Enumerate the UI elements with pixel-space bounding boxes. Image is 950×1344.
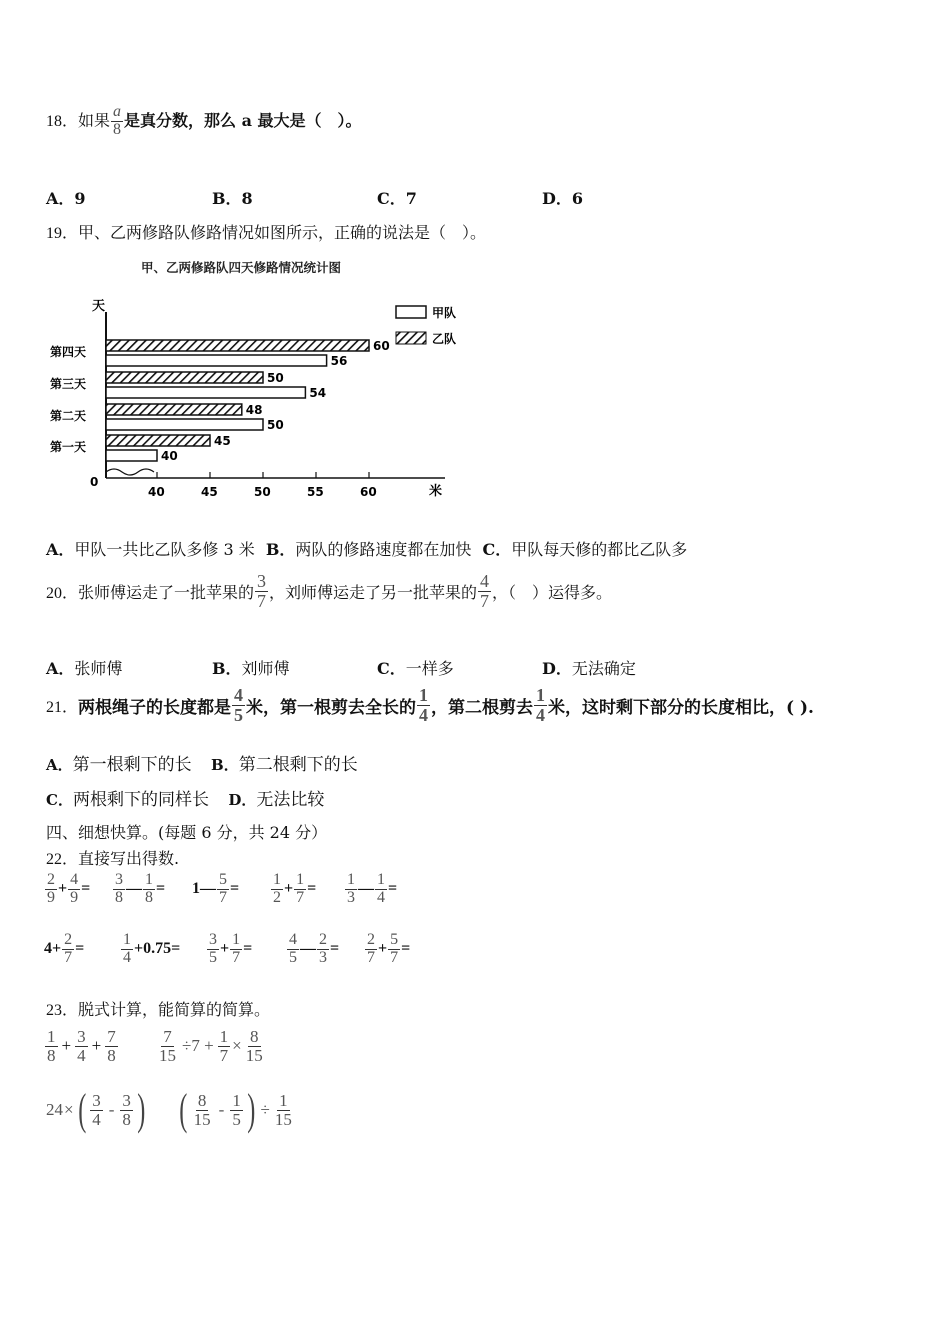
whole-number: 4 bbox=[44, 940, 52, 958]
q19-option-a[interactable]: A．甲队一共比乙队多修 3 米 bbox=[46, 540, 255, 559]
q21-option-d[interactable]: D．无法比较 bbox=[228, 790, 325, 810]
q18-stem bbox=[46, 104, 362, 139]
denominator: 9 bbox=[47, 888, 55, 906]
numerator: 1 bbox=[232, 931, 241, 948]
denominator: 8 bbox=[113, 120, 122, 138]
fraction bbox=[388, 932, 400, 967]
bar-jia bbox=[106, 450, 157, 461]
q22-row1-item-1 bbox=[44, 872, 90, 907]
q18-option-b[interactable]: B．8 bbox=[212, 189, 253, 208]
q21-stem bbox=[46, 686, 814, 725]
numerator: 3 bbox=[209, 931, 217, 948]
fraction bbox=[287, 932, 299, 967]
numerator: 2 bbox=[319, 931, 327, 948]
q21-fraction-3: $\frac{1}{4}$ bbox=[536, 685, 546, 725]
q23-number: 23． bbox=[46, 1002, 79, 1019]
operator: + bbox=[378, 940, 388, 958]
fraction: $\frac{1}{15}$ bbox=[274, 1090, 292, 1129]
operator: — bbox=[300, 940, 316, 958]
operator: - bbox=[218, 1100, 225, 1119]
equals-sign: = bbox=[230, 880, 240, 898]
q21-option-b[interactable]: B．第二根剩下的长 bbox=[211, 755, 358, 775]
x-tick-label: 45 bbox=[201, 485, 218, 499]
numerator: 1 bbox=[123, 931, 131, 948]
q21-number: 21． bbox=[46, 698, 79, 716]
fraction bbox=[375, 872, 387, 907]
equals-sign: = bbox=[156, 880, 166, 898]
numerator: 5 bbox=[390, 931, 399, 948]
q20-option-c[interactable]: C．一样多 bbox=[377, 659, 454, 678]
denominator: 9 bbox=[70, 888, 79, 906]
q19-option-b[interactable]: B．两队的修路速度都在加快 bbox=[265, 540, 472, 559]
denominator: 8 bbox=[145, 888, 153, 906]
denominator: 7 bbox=[219, 888, 227, 906]
fraction: $\frac{8}{15}$ bbox=[193, 1090, 211, 1129]
chart-origin: 0 bbox=[90, 475, 99, 489]
q22-row2-item-2 bbox=[120, 932, 180, 967]
fraction bbox=[45, 872, 57, 907]
right-parenthesis-icon: ) bbox=[137, 1085, 146, 1134]
operator: + bbox=[58, 880, 68, 898]
q18-fraction bbox=[111, 104, 123, 139]
fraction bbox=[271, 872, 283, 907]
equals-sign: = bbox=[243, 940, 253, 958]
operator: — bbox=[200, 880, 216, 898]
left-parenthesis-icon: ( bbox=[77, 1085, 86, 1134]
q21-options-row-1 bbox=[46, 750, 358, 775]
q18-number: 18． bbox=[46, 112, 79, 130]
fraction: $\frac{7}{15}$ bbox=[159, 1027, 176, 1065]
bar-yi bbox=[106, 340, 369, 351]
q20-number: 20． bbox=[46, 584, 79, 602]
q23-expression-3 bbox=[46, 1085, 149, 1134]
q21-text-3: ，第二根剪去 bbox=[431, 697, 534, 718]
q21-options-row-2 bbox=[46, 785, 324, 810]
whole-number: 1 bbox=[192, 880, 200, 898]
category-label: 第二天 bbox=[50, 409, 87, 423]
category-label: 第三天 bbox=[50, 377, 87, 391]
denominator: 7 bbox=[390, 948, 399, 966]
q20-stem bbox=[46, 572, 612, 611]
q22-row1-item-2 bbox=[112, 872, 165, 907]
denominator: 8 bbox=[115, 888, 123, 906]
q21-fraction-1: $\frac{4}{5}$ bbox=[234, 685, 244, 725]
q19-stem bbox=[46, 220, 486, 243]
fraction bbox=[113, 872, 125, 907]
numerator: 1 bbox=[377, 871, 385, 888]
q20-fraction-2: $\frac{4}{7}$ bbox=[480, 571, 490, 611]
fraction: $\frac{3}{4}$ bbox=[77, 1027, 86, 1065]
denominator: 3 bbox=[319, 948, 327, 966]
bar-value-label: 54 bbox=[309, 386, 327, 400]
numerator: 4 bbox=[289, 931, 297, 948]
operator: +0.75 bbox=[134, 940, 172, 958]
legend-swatch-jia bbox=[396, 306, 426, 318]
operator: + bbox=[284, 880, 294, 898]
bar-value-label: 60 bbox=[373, 339, 390, 353]
q22-text: 直接写出得数. bbox=[78, 849, 180, 868]
right-parenthesis-icon: ) bbox=[247, 1085, 256, 1134]
category-label: 第一天 bbox=[50, 440, 87, 454]
q21-fraction-2: $\frac{1}{4}$ bbox=[419, 685, 429, 725]
denominator: 5 bbox=[289, 948, 297, 966]
q20-fraction-1: $\frac{3}{7}$ bbox=[257, 571, 267, 611]
q22-row2-item-4 bbox=[286, 932, 339, 967]
bar-yi bbox=[106, 435, 210, 446]
left-parenthesis-icon: ( bbox=[179, 1085, 188, 1134]
numerator: 4 bbox=[70, 871, 79, 888]
q18-text-before: 如果 bbox=[78, 110, 111, 130]
equals-sign: = bbox=[401, 940, 411, 958]
operator: + bbox=[91, 1036, 102, 1056]
numerator: 3 bbox=[115, 871, 123, 888]
legend-label-yi: 乙队 bbox=[432, 332, 457, 346]
q20-text-1: 张师傅运走了一批苹果的 bbox=[78, 582, 255, 602]
operator: × bbox=[232, 1036, 242, 1056]
fraction: $\frac{1}{7}$ bbox=[219, 1027, 229, 1065]
operator: + bbox=[52, 940, 62, 958]
q20-option-d[interactable]: D．无法确定 bbox=[542, 659, 636, 678]
legend-label-jia: 甲队 bbox=[432, 306, 457, 320]
x-tick-label: 55 bbox=[307, 485, 324, 499]
operator: × bbox=[64, 1100, 74, 1119]
numerator: 1 bbox=[296, 871, 305, 888]
numerator: a bbox=[113, 103, 122, 120]
fraction: $\frac{3}{8}$ bbox=[122, 1090, 131, 1129]
fraction bbox=[217, 872, 229, 907]
q19-number: 19． bbox=[46, 225, 79, 242]
numerator: 1 bbox=[273, 871, 281, 888]
fraction bbox=[68, 872, 80, 907]
section-4-title: 四、细想快算。(每题 6 分，共 24 分） bbox=[46, 823, 328, 842]
equals-sign: = bbox=[330, 940, 340, 958]
fraction bbox=[207, 932, 219, 967]
fraction bbox=[365, 932, 377, 967]
bar-value-label: 40 bbox=[161, 449, 178, 463]
operator: — bbox=[358, 880, 374, 898]
q23-text: 脱式计算，能简算的简算。 bbox=[78, 1000, 271, 1019]
chart-title: 甲、乙两修路队四天修路情况统计图 bbox=[141, 260, 342, 275]
q23-stem bbox=[46, 997, 270, 1020]
fraction bbox=[294, 872, 306, 907]
bar-jia bbox=[106, 355, 327, 366]
equals-sign: = bbox=[171, 940, 181, 958]
q22-row1-item-4 bbox=[270, 872, 316, 907]
q18-option-d[interactable]: D．6 bbox=[542, 189, 584, 208]
denominator: 7 bbox=[367, 948, 375, 966]
chart-axis-break bbox=[106, 469, 154, 475]
fraction bbox=[121, 932, 133, 967]
fraction bbox=[62, 932, 74, 967]
fraction: $\frac{1}{5}$ bbox=[232, 1090, 241, 1129]
bar-jia bbox=[106, 419, 263, 430]
road-repair-bar-chart bbox=[40, 250, 480, 510]
q18-text-after: 是真分数，那么 a 最大是（ ）。 bbox=[124, 110, 362, 130]
q22-row2-item-1 bbox=[44, 932, 84, 967]
denominator: 4 bbox=[123, 948, 131, 966]
x-tick-label: 40 bbox=[148, 485, 165, 499]
fraction: $\frac{3}{4}$ bbox=[92, 1090, 101, 1129]
q21-option-a[interactable]: A．第一根剩下的长 bbox=[46, 755, 192, 775]
denominator: 7 bbox=[296, 888, 305, 906]
bar-yi bbox=[106, 372, 263, 383]
q18-option-c[interactable]: C．7 bbox=[377, 189, 417, 208]
numerator: 2 bbox=[367, 931, 375, 948]
bar-value-label: 56 bbox=[330, 354, 348, 368]
fraction: $\frac{7}{8}$ bbox=[107, 1027, 116, 1065]
q23-expression-1 bbox=[44, 1028, 119, 1065]
q23-expression-4 bbox=[176, 1085, 295, 1134]
q21-text-4: 米，这时剩下部分的长度相比，( ). bbox=[548, 697, 814, 718]
numerator: 1 bbox=[145, 871, 153, 888]
q22-stem bbox=[46, 846, 179, 869]
bar-value-label: 50 bbox=[267, 418, 284, 432]
equals-sign: = bbox=[75, 940, 85, 958]
denominator: 2 bbox=[273, 888, 281, 906]
category-label: 第四天 bbox=[50, 345, 87, 359]
x-tick-label: 50 bbox=[254, 485, 271, 499]
equals-sign: = bbox=[388, 880, 398, 898]
fraction bbox=[230, 932, 242, 967]
q23-expression-2 bbox=[156, 1028, 266, 1065]
operator: - bbox=[108, 1100, 115, 1119]
q19-options-row bbox=[46, 537, 687, 560]
q22-row1-item-3 bbox=[192, 872, 239, 907]
denominator: 5 bbox=[209, 948, 217, 966]
q21-text-2: 米，第一根剪去全长的 bbox=[246, 697, 417, 718]
operator: ÷ bbox=[260, 1100, 270, 1119]
fraction bbox=[143, 872, 155, 907]
q20-option-a[interactable]: A．张师傅 bbox=[46, 659, 123, 678]
q21-text-1: 两根绳子的长度都是 bbox=[78, 697, 232, 718]
legend-swatch-yi bbox=[396, 332, 426, 344]
fraction: $\frac{8}{15}$ bbox=[245, 1027, 263, 1065]
q22-row1-item-5 bbox=[344, 872, 397, 907]
bar-yi bbox=[106, 404, 242, 415]
bar-value-label: 45 bbox=[214, 434, 231, 448]
q20-text-3: ，（ ）运得多。 bbox=[492, 582, 613, 602]
q19-text: 甲、乙两修路队修路情况如图所示，正确的说法是（ ）。 bbox=[78, 223, 487, 242]
x-tick-label: 60 bbox=[360, 485, 377, 499]
denominator: 7 bbox=[64, 948, 73, 966]
q22-number: 22． bbox=[46, 851, 79, 868]
equals-sign: = bbox=[307, 880, 317, 898]
q22-row2-item-5 bbox=[364, 932, 410, 967]
numerator: 2 bbox=[47, 871, 55, 888]
operator: + bbox=[220, 940, 230, 958]
operator: — bbox=[126, 880, 142, 898]
denominator: 3 bbox=[347, 888, 355, 906]
q19-option-c[interactable]: C．甲队每天修的都比乙队多 bbox=[482, 540, 688, 559]
fraction: $\frac{1}{8}$ bbox=[47, 1027, 56, 1065]
q18-option-a[interactable]: A．9 bbox=[46, 189, 86, 208]
equals-sign: = bbox=[81, 880, 91, 898]
fraction bbox=[317, 932, 329, 967]
whole-number: 24 bbox=[46, 1100, 63, 1119]
q20-option-b[interactable]: B．刘师傅 bbox=[212, 659, 290, 678]
bar-value-label: 48 bbox=[245, 403, 263, 417]
denominator: 7 bbox=[232, 948, 241, 966]
operator: + bbox=[61, 1036, 72, 1056]
q20-text-2: ，刘师傅运走了另一批苹果的 bbox=[269, 582, 478, 602]
bar-jia bbox=[106, 387, 305, 398]
numerator: 5 bbox=[219, 871, 227, 888]
denominator: 4 bbox=[377, 888, 385, 906]
fraction bbox=[345, 872, 357, 907]
numerator: 2 bbox=[64, 931, 73, 948]
q21-option-c[interactable]: C．两根剩下的同样长 bbox=[46, 790, 209, 810]
numerator: 1 bbox=[347, 871, 355, 888]
bar-value-label: 50 bbox=[267, 371, 284, 385]
q22-row2-item-3 bbox=[206, 932, 252, 967]
chart-y-label: 天 bbox=[92, 299, 106, 314]
operator: ÷7 + bbox=[182, 1036, 214, 1056]
chart-x-label: 米 bbox=[429, 484, 443, 499]
